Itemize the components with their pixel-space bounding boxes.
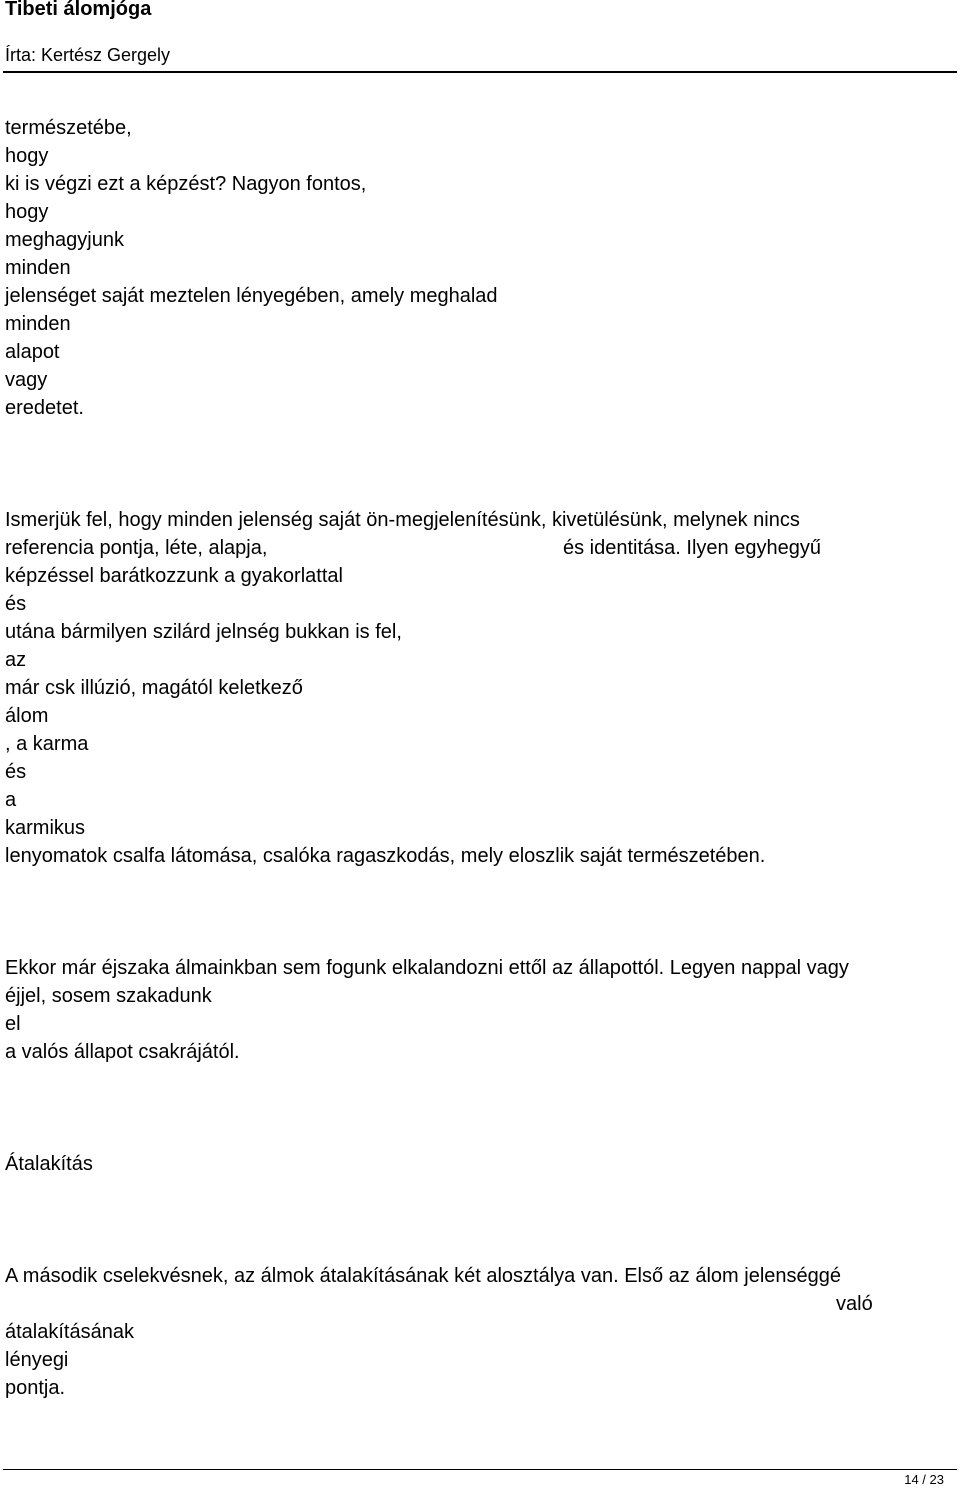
text-line: eredetet. bbox=[5, 397, 84, 419]
text-line: és bbox=[5, 761, 27, 783]
text-line: alapot bbox=[5, 341, 60, 363]
text-line: referencia pontja, léte, alapja, bbox=[5, 537, 268, 559]
text-line: lényegi bbox=[5, 1349, 69, 1371]
text-line: hogy bbox=[5, 201, 49, 223]
text-line: és identitása. Ilyen egyhegyű bbox=[563, 537, 821, 559]
text-line: , a karma bbox=[5, 733, 89, 755]
text-line: minden bbox=[5, 313, 71, 335]
text-line: a bbox=[5, 789, 17, 811]
text-line: természetébe, bbox=[5, 117, 132, 139]
text-line: Ekkor már éjszaka álmainkban sem fogunk elkalandozni ettől az állapottól. Legyen nappal vagy bbox=[5, 957, 849, 979]
text-line: már csk illúzió, magától keletkező bbox=[5, 677, 303, 699]
text-line: utána bármilyen szilárd jelnség bukkan is fel, bbox=[5, 621, 402, 643]
document-author: Írta: Kertész Gergely bbox=[5, 45, 171, 65]
header-divider bbox=[3, 71, 957, 73]
page-number: 14 / 23 bbox=[904, 1472, 944, 1487]
text-line: karmikus bbox=[5, 817, 86, 839]
text-line: pontja. bbox=[5, 1377, 66, 1399]
text-line: képzéssel barátkozzunk a gyakorlattal bbox=[5, 565, 343, 587]
footer-divider bbox=[3, 1469, 957, 1470]
text-line: meghagyjunk bbox=[5, 229, 124, 251]
text-line: átalakításának bbox=[5, 1321, 134, 1343]
text-line: hogy bbox=[5, 145, 49, 167]
text-line: lenyomatok csalfa látomása, csalóka ragaszkodás, mely eloszlik saját természetében. bbox=[5, 845, 766, 867]
text-line: vagy bbox=[5, 369, 48, 391]
text-line: minden bbox=[5, 257, 71, 279]
text-line: el bbox=[5, 1013, 21, 1035]
document-title: Tibeti álomjóga bbox=[5, 0, 152, 20]
text-line: álom bbox=[5, 705, 49, 727]
text-line: éjjel, sosem szakadunk bbox=[5, 985, 212, 1007]
text-line: jelenséget saját meztelen lényegében, amely meghalad bbox=[5, 285, 498, 307]
text-line: Átalakítás bbox=[5, 1153, 93, 1175]
text-line: az bbox=[5, 649, 27, 671]
text-line: és bbox=[5, 593, 27, 615]
text-line: Ismerjük fel, hogy minden jelenség saját ön-megjelenítésünk, kivetülésünk, melynek nincs bbox=[5, 509, 800, 531]
text-line: a valós állapot csakrájától. bbox=[5, 1041, 240, 1063]
text-line: A második cselekvésnek, az álmok átalakításának két alosztálya van. Első az álom jelenséggé bbox=[5, 1265, 841, 1287]
text-line: való bbox=[836, 1293, 873, 1315]
text-line: ki is végzi ezt a képzést? Nagyon fontos, bbox=[5, 173, 367, 195]
